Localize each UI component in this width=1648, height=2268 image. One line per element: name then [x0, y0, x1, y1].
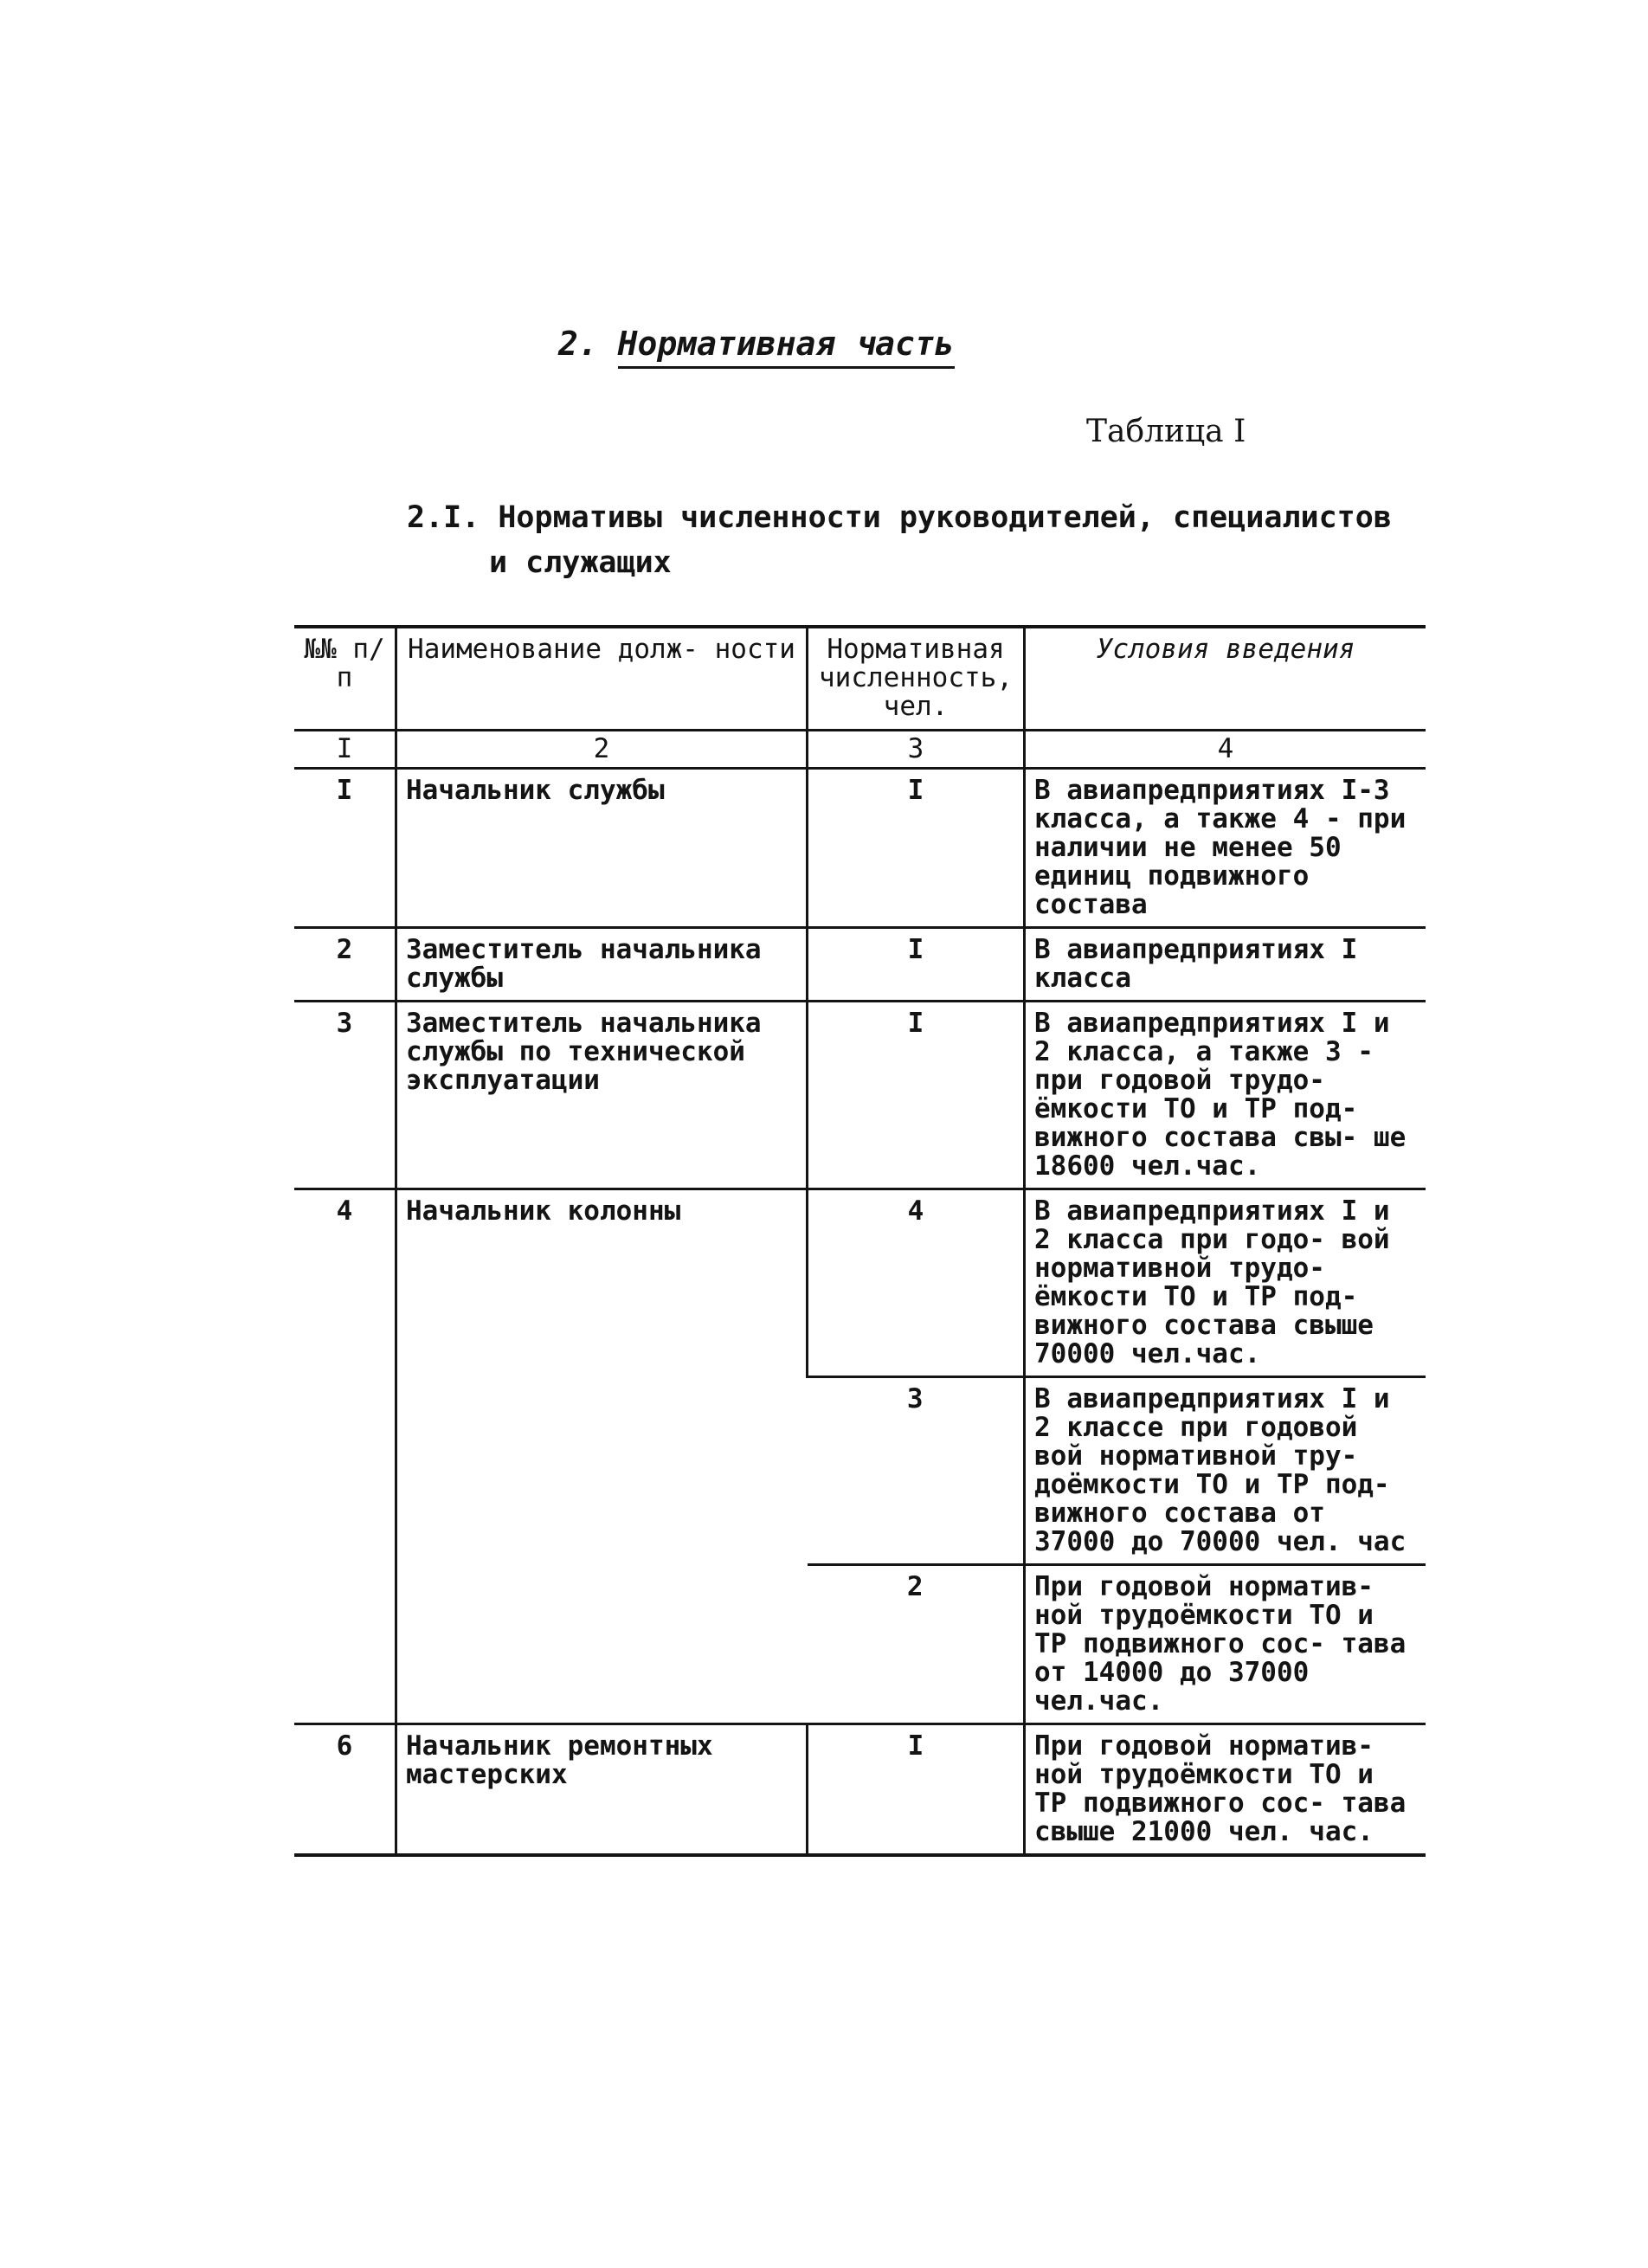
row-conditions: В авиапредприятиях I и 2 класса при годо- вой нормативной трудо- ёмкости ТО и ТР под- вижного состава свыше 70000 чел.час.	[1025, 1189, 1426, 1377]
row-conditions: В авиапредприятиях I и 2 классе при годовой вой нормативной тру- доёмкости ТО и ТР под- вижного состава от 37000 до 70000 чел. час	[1025, 1377, 1426, 1565]
row-count: I	[808, 1002, 1025, 1189]
table-row	[294, 928, 1426, 1002]
row-count: I	[808, 769, 1025, 928]
table-row	[294, 1189, 1426, 1377]
section-title	[558, 325, 955, 363]
row-count: 4	[808, 1189, 1025, 1377]
header-number: №№ п/п	[294, 627, 396, 731]
column-number-row	[294, 731, 1426, 769]
row-position: Заместитель начальника службы по технической эксплуатации	[396, 1002, 808, 1189]
row-position: Начальник ремонтных мастерских	[396, 1724, 808, 1856]
header-position: Наименование долж- ности	[396, 627, 808, 731]
row-count: 2	[808, 1565, 1025, 1724]
row-position: Начальник колонны	[396, 1189, 808, 1724]
row-conditions: При годовой норматив- ной трудоёмкости ТО и ТР подвижного сос- тава от 14000 до 37000 чел.час.	[1025, 1565, 1426, 1724]
row-number: I	[294, 769, 396, 928]
row-count: 3	[808, 1377, 1025, 1565]
table-row	[294, 769, 1426, 928]
table-header-row	[294, 627, 1426, 731]
row-number: 2	[294, 928, 396, 1002]
row-number: 4	[294, 1189, 396, 1724]
column-number: 3	[808, 731, 1025, 769]
row-conditions: В авиапредприятиях I класса	[1025, 928, 1426, 1002]
row-count: I	[808, 928, 1025, 1002]
header-count: Нормативная численность, чел.	[808, 627, 1025, 731]
section-title-text: Нормативная часть	[618, 325, 955, 369]
table-heading	[407, 495, 1402, 585]
column-number: I	[294, 731, 396, 769]
table-row	[294, 1002, 1426, 1189]
row-number: 3	[294, 1002, 396, 1189]
section-number: 2.	[558, 325, 598, 363]
row-conditions: При годовой норматив- ной трудоёмкости ТО и ТР подвижного сос- тава свыше 21000 чел. час.	[1025, 1724, 1426, 1856]
norms-table	[294, 625, 1426, 1857]
row-conditions: В авиапредприятиях I-3 класса, а также 4 - при наличии не менее 50 единиц подвижного состава	[1025, 769, 1426, 928]
row-count: I	[808, 1724, 1025, 1856]
header-conditions: Условия введения	[1025, 627, 1426, 731]
row-position: Заместитель начальника службы	[396, 928, 808, 1002]
column-number: 4	[1025, 731, 1426, 769]
table-heading-line2: и служащих	[489, 545, 672, 580]
table-row	[294, 1724, 1426, 1856]
row-position: Начальник службы	[396, 769, 808, 928]
row-number: 6	[294, 1724, 396, 1856]
column-number: 2	[396, 731, 808, 769]
table-heading-line1: 2.I. Нормативы численности руководителей, специалистов	[407, 500, 1392, 535]
row-conditions: В авиапредприятиях I и 2 класса, а также 3 - при годовой трудо- ёмкости ТО и ТР под- вижного состава свы- ше 18600 чел.час.	[1025, 1002, 1426, 1189]
table-label: Таблица I	[1086, 414, 1246, 449]
